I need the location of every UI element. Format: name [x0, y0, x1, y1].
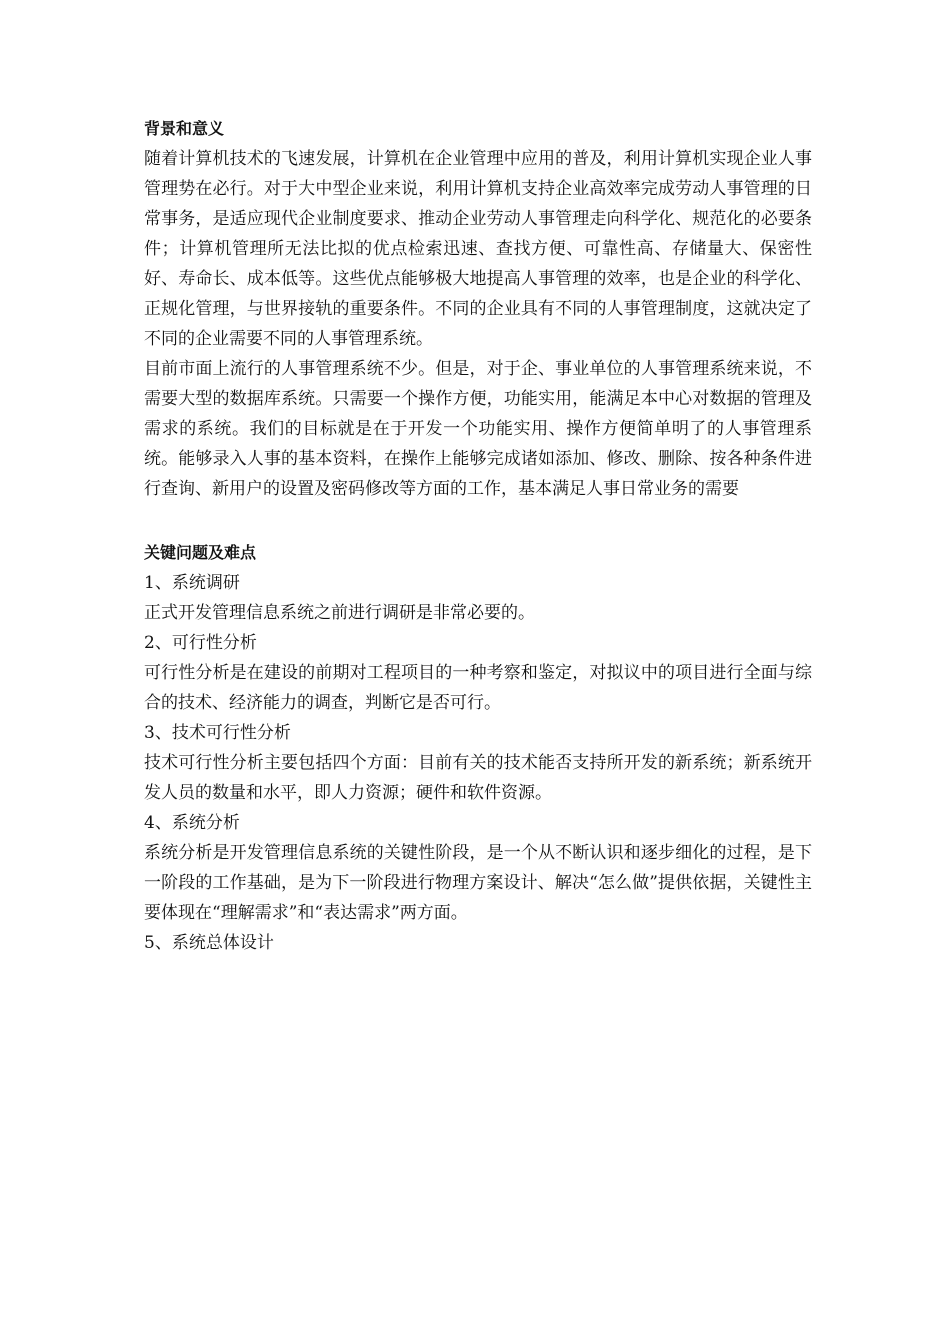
section-spacer: [144, 504, 812, 538]
item-title-system-analysis: 4、系统分析: [144, 813, 240, 833]
item-title-overall-design: 5、系统总体设计: [144, 933, 274, 953]
item-text-feasibility: 可行性分析是在建设的前期对工程项目的一种考察和鉴定，对拟议中的项目进行全面与综合的技术、经济能力的调查，判断它是否可行。: [144, 663, 812, 713]
item-text-system-research: 正式开发管理信息系统之前进行调研是非常必要的。: [144, 603, 535, 623]
document-page: [144, 114, 812, 958]
section-heading-background: 背景和意义: [144, 119, 225, 138]
item-title-feasibility: 2、可行性分析: [144, 633, 257, 653]
paragraph-background-2: 目前市面上流行的人事管理系统不少。但是，对于企、事业单位的人事管理系统来说，不需要大型的数据库系统。只需要一个操作方便，功能实用，能满足本中心对数据的管理及需求的系统。我们的目标就是在于开发一个功能实用、操作方便简单明了的人事管理系统。能够录入人事的基本资料，在操作上能够完成诸如添加、修改、删除、按各种条件进行查询、新用户的设置及密码修改等方面的工作，基本满足人事日常业务的需要: [144, 359, 812, 499]
item-text-technical-feasibility: 技术可行性分析主要包括四个方面：目前有关的技术能否支持所开发的新系统；新系统开发人员的数量和水平，即人力资源；硬件和软件资源。: [144, 753, 812, 803]
item-title-technical-feasibility: 3、技术可行性分析: [144, 723, 291, 743]
section-key-issues: [144, 538, 812, 958]
item-title-system-research: 1、系统调研: [144, 573, 240, 593]
item-text-system-analysis: 系统分析是开发管理信息系统的关键性阶段，是一个从不断认识和逐步细化的过程，是下一阶段的工作基础，是为下一阶段进行物理方案设计、解决“怎么做”提供依据，关键性主要体现在“理解需求”和“表达需求”两方面。: [144, 843, 812, 923]
section-background: [144, 114, 812, 504]
paragraph-background-1: 随着计算机技术的飞速发展，计算机在企业管理中应用的普及，利用计算机实现企业人事管理势在必行。对于大中型企业来说，利用计算机支持企业高效率完成劳动人事管理的日常事务，是适应现代企业制度要求、推动企业劳动人事管理走向科学化、规范化的必要条件；计算机管理所无法比拟的优点检索迅速、查找方便、可靠性高、存储量大、保密性好、寿命长、成本低等。这些优点能够极大地提高人事管理的效率，也是企业的科学化、正规化管理，与世界接轨的重要条件。不同的企业具有不同的人事管理制度，这就决定了不同的企业需要不同的人事管理系统。: [144, 149, 812, 349]
section-heading-key-issues: 关键问题及难点: [144, 543, 257, 562]
